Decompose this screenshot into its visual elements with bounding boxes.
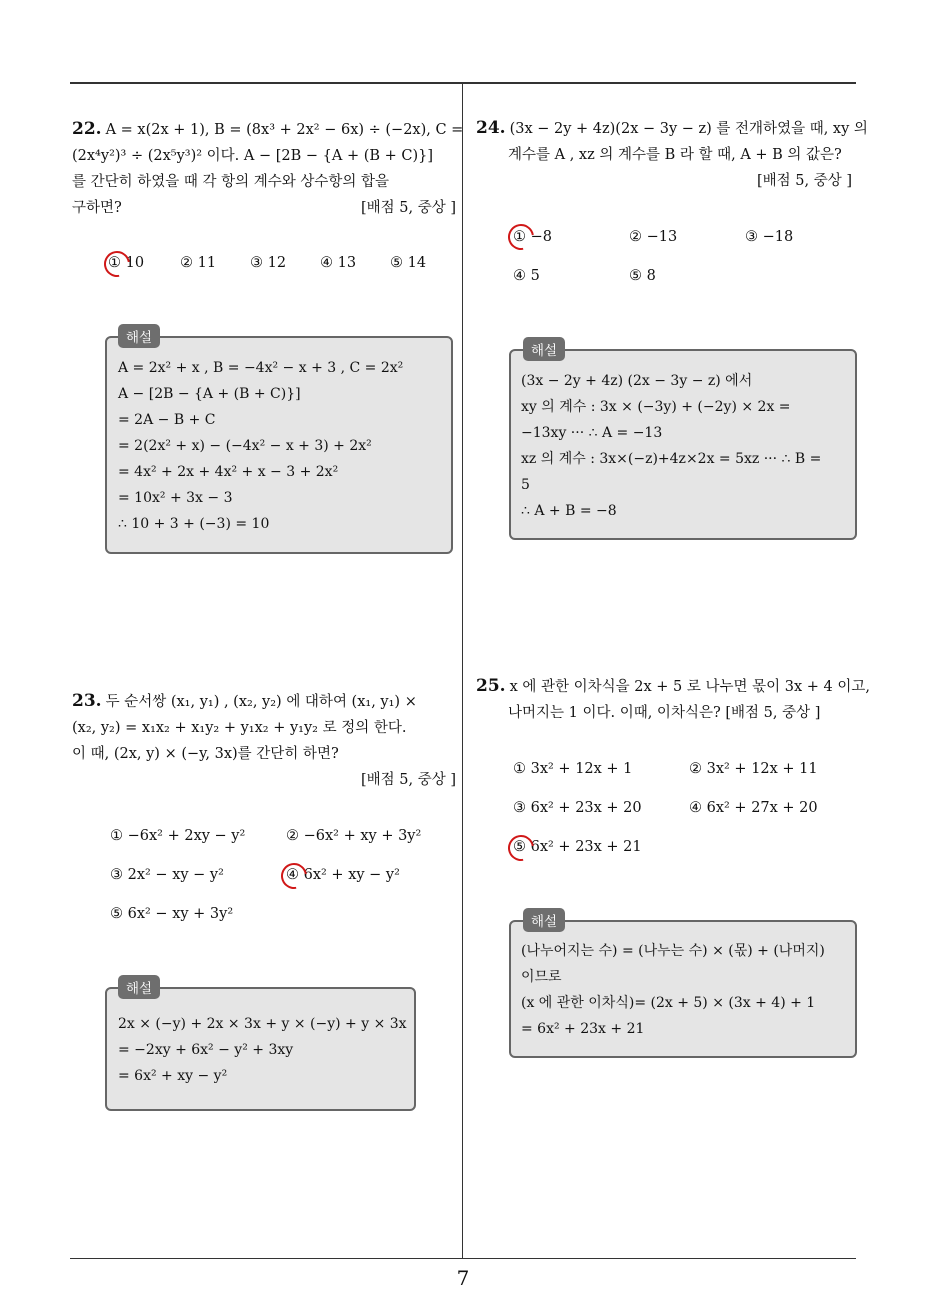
question-number: 23. bbox=[72, 691, 102, 711]
question-text: (3x − 2y + 4z)(2x − 3y − z) 를 전개하였을 때, xy 의 bbox=[509, 121, 868, 137]
choice-3[interactable]: ③ −18 bbox=[745, 229, 794, 245]
choice-1[interactable]: ① −6x² + 2xy − y² bbox=[110, 828, 246, 844]
choice-2[interactable]: ② −13 bbox=[629, 229, 678, 245]
choice-4[interactable]: ④ 5 bbox=[513, 268, 540, 284]
score-label: [배점 5, 중상 ] bbox=[756, 173, 852, 189]
column-divider bbox=[462, 82, 463, 1258]
solution-tag: 해설 bbox=[523, 337, 565, 361]
choice-4[interactable]: ④ 6x² + xy − y² bbox=[286, 867, 400, 883]
question-number: 22. bbox=[72, 119, 102, 139]
question-text: 구하면? bbox=[72, 200, 122, 216]
question-text: x 에 관한 이차식을 2x + 5 로 나누면 몫이 3x + 4 이고, bbox=[509, 679, 870, 695]
top-rule bbox=[70, 82, 856, 84]
choice-3[interactable]: ③ 2x² − xy − y² bbox=[110, 867, 224, 883]
question-number: 24. bbox=[476, 118, 506, 138]
choice-1[interactable]: ① 3x² + 12x + 1 bbox=[513, 761, 633, 777]
choice-4[interactable]: ④ 6x² + 27x + 20 bbox=[689, 800, 818, 816]
choice-2[interactable]: ② −6x² + xy + 3y² bbox=[286, 828, 422, 844]
question-24 bbox=[476, 115, 868, 194]
question-text: A = x(2x + 1), B = (8x³ + 2x² − 6x) ÷ (−2x), C = bbox=[105, 122, 464, 138]
answer-circle-mark bbox=[503, 830, 539, 866]
choice-5[interactable]: ⑤ 8 bbox=[629, 268, 656, 284]
choice-2[interactable]: ② 3x² + 12x + 11 bbox=[689, 761, 818, 777]
solution-text-22: A = 2x² + x , B = −4x² − x + 3 , C = 2x² A − [2B − {A + (B + C)}] = 2A − B + C = 2(2x² + x) − (−4x² − x + 3) + 2x² = 4x² + 2x + 4x² + x − 3 + 2x² = 10x² + 3x − 3 ∴ 10 + 3 + (−3) = 10 bbox=[118, 360, 404, 532]
solution-text-23: 2x × (−y) + 2x × 3x + y × (−y) + y × 3x = −2xy + 6x² − y² + 3xy = 6x² + xy − y² bbox=[118, 1016, 407, 1084]
question-text: 이 때, (2x, y) × (−y, 3x)를 간단히 하면? bbox=[72, 746, 339, 762]
solution-text-24: (3x − 2y + 4z) (2x − 3y − z) 에서 xy 의 계수 : 3x × (−3y) + (−2y) × 2x = −13xy ··· ∴ A = −13 xz 의 계수 : 3x×(−z)+4z×2x = 5xz ··· ∴ B = 5 ∴ A + B = −8 bbox=[521, 373, 822, 519]
choice-3[interactable]: ③ 6x² + 23x + 20 bbox=[513, 800, 642, 816]
choice-4[interactable]: ④ 13 bbox=[320, 255, 357, 271]
bottom-rule bbox=[70, 1258, 856, 1259]
question-25 bbox=[476, 673, 870, 726]
question-text: 나머지는 1 이다. 이때, 이차식은? [배점 5, 중상 ] bbox=[508, 705, 821, 721]
choice-5[interactable]: ⑤ 6x² − xy + 3y² bbox=[110, 906, 234, 922]
solution-tag: 해설 bbox=[118, 975, 160, 999]
answer-circle-mark bbox=[276, 858, 312, 894]
choice-1[interactable]: ① −8 bbox=[513, 229, 552, 245]
solution-tag: 해설 bbox=[523, 908, 565, 932]
choice-2[interactable]: ② 11 bbox=[180, 255, 217, 271]
question-22 bbox=[72, 116, 464, 221]
answer-circle-mark bbox=[99, 246, 135, 282]
choice-3[interactable]: ③ 12 bbox=[250, 255, 287, 271]
question-text: (2x⁴y²)³ ÷ (2x⁵y³)² 이다. A − [2B − {A + (B + C)}] bbox=[72, 148, 434, 164]
question-text: 두 순서쌍 (x₁, y₁) , (x₂, y₂) 에 대하여 (x₁, y₁) × bbox=[105, 694, 417, 710]
page-number: 7 bbox=[456, 1266, 470, 1290]
question-text: 를 간단히 하였을 때 각 항의 계수와 상수항의 합을 bbox=[72, 174, 390, 190]
question-text: (x₂, y₂) = x₁x₂ + x₁y₂ + y₁x₂ + y₁y₂ 로 정의 한다. bbox=[72, 720, 407, 736]
choice-5[interactable]: ⑤ 6x² + 23x + 21 bbox=[513, 839, 642, 855]
question-text: 계수를 A , xz 의 계수를 B 라 할 때, A + B 의 값은? bbox=[508, 147, 842, 163]
choice-5[interactable]: ⑤ 14 bbox=[390, 255, 427, 271]
question-number: 25. bbox=[476, 676, 506, 696]
score-label: [배점 5, 중상 ] bbox=[360, 200, 456, 216]
score-label: [배점 5, 중상 ] bbox=[360, 772, 456, 788]
answer-circle-mark bbox=[503, 219, 539, 255]
question-23 bbox=[72, 688, 456, 793]
solution-text-25: (나누어지는 수) = (나누는 수) × (몫) + (나머지) 이므로 (x 에 관한 이차식)= (2x + 5) × (3x + 4) + 1 = 6x² + 23x + 21 bbox=[521, 943, 825, 1037]
choice-1[interactable]: ① 10 bbox=[108, 255, 145, 271]
solution-tag: 해설 bbox=[118, 324, 160, 348]
